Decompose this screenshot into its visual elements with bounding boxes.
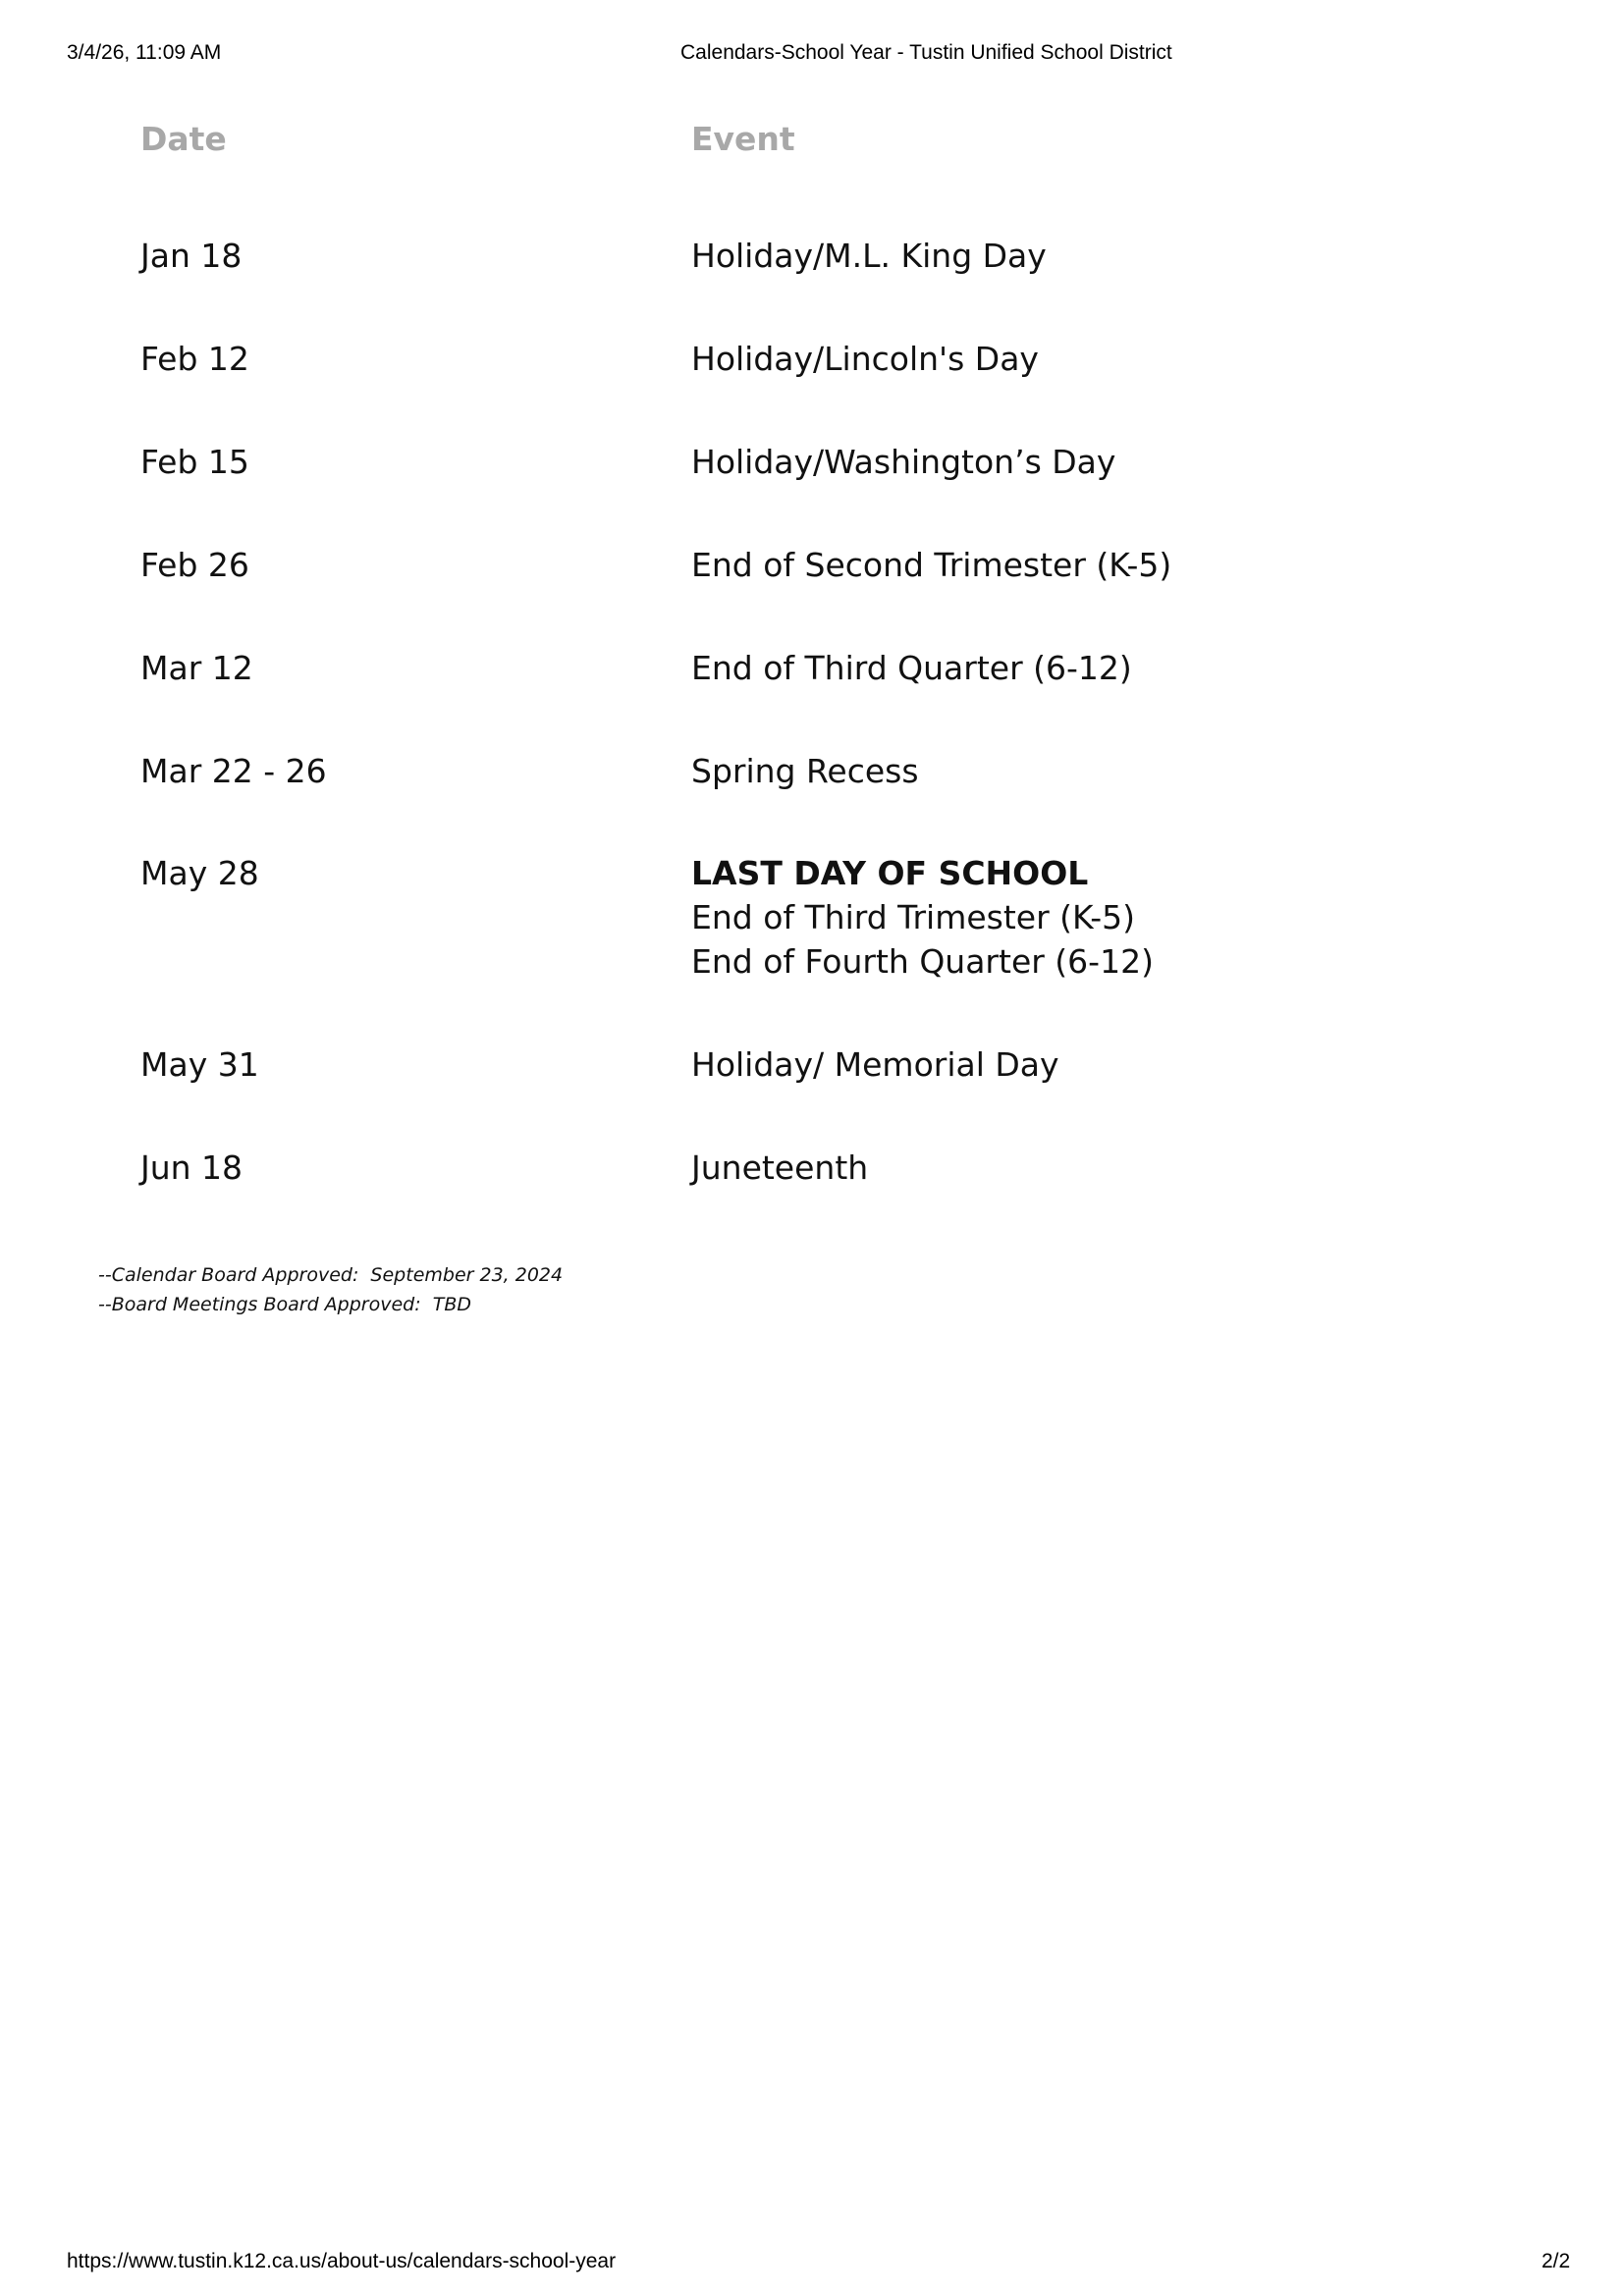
row-event xyxy=(691,234,1047,278)
event-text: End of Third Trimester (K-5) xyxy=(691,898,1135,936)
row-event xyxy=(691,440,1115,484)
row-date: Mar 12 xyxy=(140,649,253,687)
event-text: Holiday/Lincoln's Day xyxy=(691,340,1039,378)
row-date: May 28 xyxy=(140,854,259,892)
row-date: Feb 26 xyxy=(140,546,249,584)
row-date: Feb 12 xyxy=(140,340,249,378)
row-event xyxy=(691,1042,1059,1087)
print-datetime: 3/4/26, 11:09 AM xyxy=(67,41,222,64)
row-event xyxy=(691,1146,868,1190)
print-url: https://www.tustin.k12.ca.us/about-us/calendars-school-year xyxy=(67,2250,617,2272)
row-date: May 31 xyxy=(140,1045,259,1084)
event-text: Spring Recess xyxy=(691,752,919,790)
column-header-event: Event xyxy=(691,120,795,158)
event-text: Holiday/Washington’s Day xyxy=(691,443,1116,481)
row-date: Feb 15 xyxy=(140,443,249,481)
event-text: End of Second Trimester (K-5) xyxy=(691,546,1172,584)
row-date: Jan 18 xyxy=(140,237,243,275)
approval-notes xyxy=(98,1260,563,1319)
row-event xyxy=(691,851,1154,984)
row-event xyxy=(691,646,1132,690)
row-date: Mar 22 - 26 xyxy=(140,752,327,790)
print-page-title: Calendars-School Year - Tustin Unified School District xyxy=(680,41,1172,64)
column-header-date: Date xyxy=(140,120,227,158)
note-calendar-approved: --Calendar Board Approved: September 23, 2024 xyxy=(98,1264,564,1286)
row-event xyxy=(691,543,1171,587)
event-text: Juneteenth xyxy=(691,1148,869,1187)
event-text-last-day: LAST DAY OF SCHOOL xyxy=(691,854,1089,892)
row-date: Jun 18 xyxy=(140,1148,244,1187)
event-text: End of Fourth Quarter (6-12) xyxy=(691,942,1154,981)
note-board-meetings-approved: --Board Meetings Board Approved: TBD xyxy=(98,1294,471,1315)
event-text: Holiday/ Memorial Day xyxy=(691,1045,1059,1084)
row-event xyxy=(691,749,919,793)
row-event xyxy=(691,337,1039,381)
event-text: End of Third Quarter (6-12) xyxy=(691,649,1132,687)
event-text: Holiday/M.L. King Day xyxy=(691,237,1047,275)
page-number: 2/2 xyxy=(1542,2250,1571,2272)
